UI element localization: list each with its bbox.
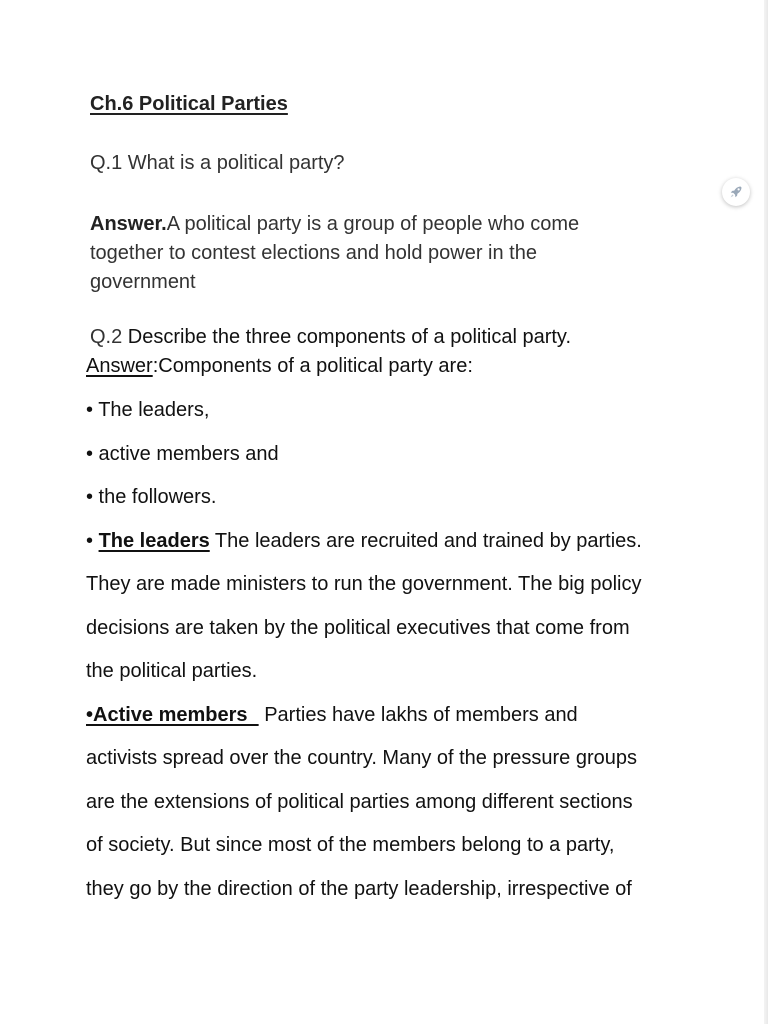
leaders-heading: The leaders [98, 529, 210, 552]
leaders-paragraph-first-line [86, 520, 696, 564]
floating-action-button[interactable] [722, 178, 750, 206]
chapter-title: Ch.6 Political Parties [90, 93, 288, 115]
active-members-heading: •Active members [86, 703, 259, 726]
rocket-icon [728, 184, 744, 200]
paragraph-line: decisions are taken by the political executives that come from [86, 616, 630, 639]
answer-2-text: :Components of a political party are: [152, 355, 473, 377]
answer-1-label: Answer. [90, 213, 167, 235]
answer-2-intro [86, 355, 473, 378]
paragraph-line: the political parties. [86, 660, 258, 682]
page-edge-shadow [764, 0, 768, 1024]
list-item: • The leaders, [86, 399, 210, 421]
answer-1-line-1: A political party is a group of people who come [166, 213, 580, 235]
leaders-bullet: • [86, 529, 99, 552]
leaders-text: The leaders are recruited and trained by parties. [209, 529, 642, 552]
paragraph-line: they go by the direction of the party leadership, irrespective of [86, 877, 632, 900]
paragraph-line: They are made ministers to run the government. The big policy [86, 573, 642, 595]
paragraph-line: are the extensions of political parties among different sections [86, 790, 633, 813]
question-2-number: Q.2 [90, 326, 123, 348]
answer-1-line-3: government [90, 271, 196, 293]
list-item: • the followers. [86, 486, 217, 508]
answer-1-line-2: together to contest elections and hold power in the [90, 242, 537, 264]
active-members-paragraph-first-line [86, 694, 696, 738]
question-1: Q.1 What is a political party? [90, 152, 345, 174]
paragraph-line: of society. But since most of the members belong to a party, [86, 834, 615, 856]
answer-1 [90, 210, 650, 297]
question-2 [90, 326, 571, 349]
answer-2-label: Answer [86, 355, 153, 377]
list-item: • active members and [86, 442, 279, 465]
answer-2-body [86, 389, 696, 911]
paragraph-line: activists spread over the country. Many of the pressure groups [86, 747, 638, 769]
active-members-text: Parties have lakhs of members and [258, 703, 578, 726]
question-2-text: Describe the three components of a political party. [122, 326, 571, 348]
